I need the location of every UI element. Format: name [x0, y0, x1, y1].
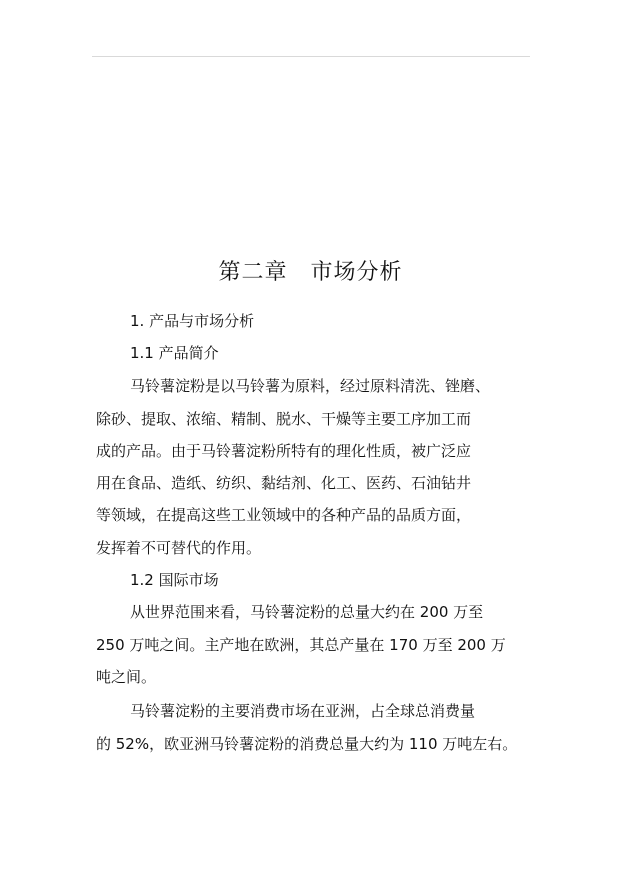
paragraph-line: 从世界范围来看，马铃薯淀粉的总量大约在 200 万至: [130, 603, 484, 621]
subsection-heading: 1.1 产品简介: [130, 344, 219, 362]
paragraph-line: 吨之间。: [96, 668, 157, 686]
chapter-title: 第二章 市场分析: [218, 259, 403, 285]
paragraph-line: 发挥着不可替代的作用。: [96, 539, 262, 557]
section-heading: 1. 产品与市场分析: [130, 312, 255, 330]
paragraph-line: 成的产品。由于马铃薯淀粉所特有的理化性质，被广泛应: [96, 442, 472, 460]
paragraph-line: 的 52%，欧亚洲马铃薯淀粉的消费总量大约为 110 万吨左右。: [96, 735, 518, 753]
paragraph-line: 马铃薯淀粉是以马铃薯为原料，经过原料清洗、锉磨、: [130, 377, 491, 395]
paragraph-line: 等领域，在提高这些工业领域中的各种产品的品质方面，: [96, 506, 472, 524]
paragraph-line: 250 万吨之间。主产地在欧洲，其总产量在 170 万至 200 万: [96, 636, 506, 654]
paragraph-line: 马铃薯淀粉的主要消费市场在亚洲，占全球总消费量: [130, 702, 476, 720]
paragraph-line: 除砂、提取、浓缩、精制、脱水、干燥等主要工序加工而: [96, 410, 472, 428]
paragraph-line: 用在食品、造纸、纺织、黏结剂、化工、医药、石油钻井: [96, 474, 472, 492]
header-rule: [92, 56, 530, 57]
subsection-heading: 1.2 国际市场: [130, 571, 219, 589]
